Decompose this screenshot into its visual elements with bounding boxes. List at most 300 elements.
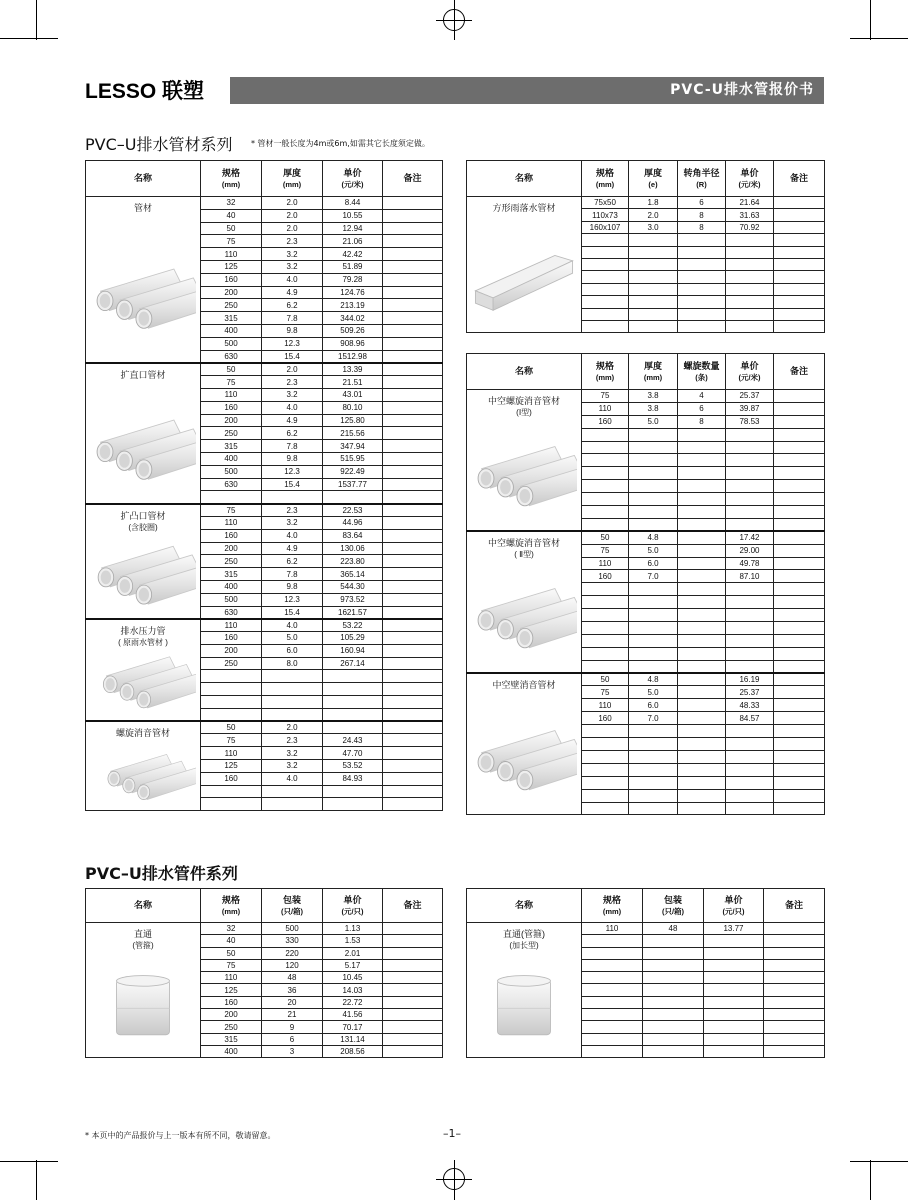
table-cell: 53.22	[323, 619, 383, 632]
table-cell: 41.56	[323, 1009, 383, 1021]
table-cell	[678, 557, 726, 570]
table-cell	[726, 583, 774, 596]
table-cell	[582, 647, 629, 660]
table-cell: 44.96	[323, 516, 383, 529]
remark-cell	[774, 686, 825, 699]
product-name: 排水压力管	[120, 625, 166, 636]
remark-cell	[383, 209, 443, 222]
remark-cell	[774, 557, 825, 570]
table-cell: 7.8	[262, 440, 323, 453]
table-cell: 9.8	[262, 580, 323, 593]
table-cell: 8.44	[323, 197, 383, 210]
table-cell: 84.57	[726, 712, 774, 725]
table-cell: 5.17	[323, 959, 383, 971]
trim-mark	[870, 1160, 871, 1200]
remark-cell	[774, 544, 825, 557]
square-pipe-price-table	[466, 160, 825, 333]
table-cell: 110	[201, 388, 262, 401]
remark-cell	[383, 670, 443, 683]
table-cell: 1.13	[323, 923, 383, 935]
table-cell: 2.0	[262, 721, 323, 734]
table-cell: 3.2	[262, 248, 323, 261]
table-cell	[726, 454, 774, 467]
table-cell: 220	[262, 947, 323, 959]
table-cell: 125.80	[323, 414, 383, 427]
table-cell: 250	[201, 427, 262, 440]
remark-cell	[383, 1009, 443, 1021]
pipe-image	[471, 577, 577, 662]
table-cell: 20	[262, 996, 323, 1008]
coupling-image	[90, 966, 196, 1047]
table-cell	[629, 776, 678, 789]
table-cell: 15.4	[262, 478, 323, 491]
table-cell: 22.72	[323, 996, 383, 1008]
product-name-cell	[86, 197, 201, 363]
table-cell	[629, 234, 678, 246]
remark-cell	[383, 760, 443, 773]
table-cell: 75	[201, 235, 262, 248]
product-name-cell	[86, 363, 201, 504]
table-cell: 9	[262, 1021, 323, 1033]
table-cell: 110x73	[582, 209, 629, 221]
table-cell: 47.70	[323, 747, 383, 760]
table-cell: 160	[582, 570, 629, 583]
table-cell	[678, 699, 726, 712]
table-cell: 6.0	[629, 699, 678, 712]
remark-cell	[383, 414, 443, 427]
table-cell: 213.19	[323, 299, 383, 312]
section-title-pipes: PVC–U排水管材系列	[85, 135, 233, 154]
table-cell: 75x50	[582, 197, 629, 209]
remark-cell	[774, 531, 825, 544]
column-header: 包装 (只/箱)	[643, 889, 704, 923]
table-cell	[678, 506, 726, 519]
table-cell	[582, 750, 629, 763]
remark-cell	[383, 235, 443, 248]
table-cell: 48	[262, 972, 323, 984]
remark-cell	[383, 632, 443, 645]
table-cell: 110	[582, 402, 629, 415]
table-cell: 50	[201, 222, 262, 235]
table-cell	[582, 959, 643, 971]
table-cell	[582, 518, 629, 531]
remark-cell	[774, 234, 825, 246]
table-cell: 315	[201, 1033, 262, 1045]
column-header: 备注	[774, 161, 825, 197]
table-cell	[678, 596, 726, 609]
table-cell: 5.0	[629, 686, 678, 699]
remark-cell	[383, 478, 443, 491]
remark-cell	[383, 440, 443, 453]
page-title: PVC-U排水管报价书	[670, 82, 814, 98]
table-cell	[201, 785, 262, 798]
table-cell: 13.77	[704, 923, 764, 935]
table-cell	[678, 686, 726, 699]
table-cell	[643, 959, 704, 971]
remark-cell	[774, 596, 825, 609]
table-cell	[678, 776, 726, 789]
table-cell	[629, 454, 678, 467]
table-row	[467, 197, 825, 209]
remark-cell	[774, 454, 825, 467]
table-cell: 3.2	[262, 747, 323, 760]
column-header: 单价 (元/只)	[704, 889, 764, 923]
remark-cell	[774, 320, 825, 332]
table-cell: 4.0	[262, 401, 323, 414]
product-name: 直通	[133, 929, 152, 939]
column-header: 单价 (元/米)	[726, 354, 774, 390]
table-cell: 223.80	[323, 555, 383, 568]
product-name: 方形雨落水管材	[492, 203, 556, 213]
table-cell: 8	[678, 415, 726, 428]
table-cell	[726, 467, 774, 480]
table-cell: 208.56	[323, 1045, 383, 1057]
pipe-image	[90, 653, 196, 714]
table-cell	[582, 634, 629, 647]
table-cell	[582, 246, 629, 258]
table-cell	[678, 634, 726, 647]
table-cell	[643, 1033, 704, 1045]
table-cell	[726, 789, 774, 802]
table-cell: 120	[262, 959, 323, 971]
table-cell	[582, 763, 629, 776]
table-cell: 75	[201, 504, 262, 517]
table-cell: 125	[201, 260, 262, 273]
table-cell	[629, 660, 678, 673]
page-number: –1–	[443, 1127, 461, 1140]
remark-cell	[383, 542, 443, 555]
remark-cell	[774, 583, 825, 596]
table-cell: 200	[201, 1009, 262, 1021]
remark-cell	[383, 657, 443, 670]
table-cell	[323, 708, 383, 721]
table-cell: 80.10	[323, 401, 383, 414]
remark-cell	[383, 286, 443, 299]
table-cell: 200	[201, 644, 262, 657]
table-cell: 4.9	[262, 414, 323, 427]
table-cell: 110	[201, 619, 262, 632]
table-cell: 9.8	[262, 452, 323, 465]
table-cell	[323, 721, 383, 734]
table-cell	[201, 683, 262, 696]
remark-cell	[383, 555, 443, 568]
table-cell: 21	[262, 1009, 323, 1021]
remark-cell	[383, 734, 443, 747]
trim-mark	[36, 1160, 37, 1200]
table-cell	[726, 622, 774, 635]
remark-cell	[383, 401, 443, 414]
table-cell	[629, 246, 678, 258]
remark-cell	[383, 785, 443, 798]
table-cell: 4.0	[262, 273, 323, 286]
table-cell	[704, 959, 764, 971]
remark-cell	[383, 516, 443, 529]
table-cell: 29.00	[726, 544, 774, 557]
remark-cell	[383, 683, 443, 696]
table-cell: 75	[201, 734, 262, 747]
table-cell: 330	[262, 935, 323, 947]
table-cell: 22.53	[323, 504, 383, 517]
table-cell	[582, 454, 629, 467]
table-cell: 515.95	[323, 452, 383, 465]
table-cell	[678, 647, 726, 660]
remark-cell	[383, 593, 443, 606]
product-subname: ( Ⅱ型)	[514, 550, 534, 560]
table-cell	[726, 493, 774, 506]
remark-cell	[774, 283, 825, 295]
remark-cell	[383, 947, 443, 959]
trim-mark	[0, 1161, 58, 1162]
table-cell: 3	[262, 1045, 323, 1057]
table-cell: 110	[201, 747, 262, 760]
table-cell	[582, 935, 643, 947]
table-cell	[678, 660, 726, 673]
table-cell	[726, 480, 774, 493]
table-cell	[726, 596, 774, 609]
table-cell	[726, 428, 774, 441]
remark-cell	[383, 465, 443, 478]
remark-cell	[383, 606, 443, 619]
table-cell	[629, 609, 678, 622]
remark-cell	[774, 712, 825, 725]
table-cell: 4.9	[262, 542, 323, 555]
table-cell: 110	[201, 248, 262, 261]
table-cell	[582, 441, 629, 454]
table-cell: 6.2	[262, 427, 323, 440]
table-cell: 160	[582, 712, 629, 725]
table-cell: 1621.57	[323, 606, 383, 619]
table-cell	[323, 785, 383, 798]
table-cell	[704, 972, 764, 984]
remark-cell	[383, 580, 443, 593]
remark-cell	[383, 491, 443, 504]
product-name: 管材	[133, 203, 152, 213]
table-cell	[582, 296, 629, 308]
table-cell: 160	[201, 273, 262, 286]
column-header: 包装 (只/箱)	[262, 889, 323, 923]
remark-cell	[383, 721, 443, 734]
table-cell	[629, 441, 678, 454]
table-cell: 21.06	[323, 235, 383, 248]
table-cell: 630	[201, 350, 262, 363]
table-cell	[262, 696, 323, 709]
table-cell	[726, 609, 774, 622]
remark-cell	[774, 441, 825, 454]
remark-cell	[764, 972, 825, 984]
table-cell	[629, 634, 678, 647]
table-cell: 75	[201, 959, 262, 971]
table-cell: 8.0	[262, 657, 323, 670]
table-cell	[643, 984, 704, 996]
table-cell	[582, 493, 629, 506]
remark-cell	[774, 750, 825, 763]
table-cell	[262, 785, 323, 798]
column-header: 名称	[467, 161, 582, 197]
remark-cell	[383, 747, 443, 760]
table-cell	[704, 1009, 764, 1021]
remark-cell	[774, 609, 825, 622]
table-cell	[629, 308, 678, 320]
table-cell: 908.96	[323, 337, 383, 350]
table-cell	[726, 283, 774, 295]
remark-cell	[383, 935, 443, 947]
table-cell: 250	[201, 555, 262, 568]
table-cell: 2.3	[262, 504, 323, 517]
table-cell: 24.43	[323, 734, 383, 747]
pipe-image	[90, 250, 196, 350]
table-cell	[582, 506, 629, 519]
table-cell: 344.02	[323, 312, 383, 325]
remark-cell	[774, 467, 825, 480]
remark-cell	[383, 427, 443, 440]
remark-cell	[383, 708, 443, 721]
table-cell: 3.2	[262, 388, 323, 401]
remark-cell	[774, 776, 825, 789]
table-cell	[678, 712, 726, 725]
product-name-cell	[86, 923, 201, 1058]
column-header: 名称	[467, 354, 582, 390]
table-cell	[629, 647, 678, 660]
remark-cell	[774, 673, 825, 686]
column-header: 单价 (元/米)	[726, 161, 774, 197]
table-cell	[726, 296, 774, 308]
table-cell	[201, 798, 262, 811]
table-cell	[582, 802, 629, 815]
table-cell: 160x107	[582, 221, 629, 233]
remark-cell	[774, 647, 825, 660]
table-cell	[726, 441, 774, 454]
table-cell	[678, 738, 726, 751]
remark-cell	[383, 222, 443, 235]
table-cell: 2.3	[262, 734, 323, 747]
table-cell: 6.2	[262, 555, 323, 568]
table-cell: 25.37	[726, 686, 774, 699]
table-cell: 160	[201, 772, 262, 785]
remark-cell	[764, 1021, 825, 1033]
remark-cell	[383, 452, 443, 465]
product-name: 扩直口管材	[120, 369, 166, 380]
brand-logo: LESSO 联塑	[85, 80, 205, 103]
table-cell	[323, 696, 383, 709]
remark-cell	[774, 480, 825, 493]
product-name: 中空螺旋消音管材	[487, 396, 560, 406]
remark-cell	[774, 634, 825, 647]
table-cell: 12.3	[262, 593, 323, 606]
remark-cell	[774, 506, 825, 519]
table-cell	[678, 609, 726, 622]
table-cell	[629, 622, 678, 635]
remark-cell	[383, 1033, 443, 1045]
table-cell: 5.0	[629, 544, 678, 557]
remark-cell	[774, 802, 825, 815]
table-cell	[629, 763, 678, 776]
table-cell	[582, 596, 629, 609]
trim-mark	[0, 38, 58, 39]
table-cell: 160.94	[323, 644, 383, 657]
table-cell	[582, 972, 643, 984]
table-cell: 9.8	[262, 324, 323, 337]
column-header: 备注	[383, 889, 443, 923]
table-cell: 2.0	[262, 222, 323, 235]
table-cell: 43.01	[323, 388, 383, 401]
product-name-cell	[86, 619, 201, 721]
column-header: 备注	[383, 161, 443, 197]
table-cell	[262, 708, 323, 721]
table-cell: 125	[201, 760, 262, 773]
trim-mark	[454, 1160, 455, 1200]
remark-cell	[383, 350, 443, 363]
remark-cell	[774, 390, 825, 403]
remark-cell	[774, 699, 825, 712]
remark-cell	[383, 1021, 443, 1033]
table-cell	[678, 544, 726, 557]
table-cell: 131.14	[323, 1033, 383, 1045]
remark-cell	[774, 258, 825, 270]
long-fitting-price-table	[466, 888, 825, 1058]
table-cell: 160	[201, 529, 262, 542]
remark-cell	[383, 996, 443, 1008]
pipe-image	[90, 409, 196, 493]
table-cell: 2.0	[262, 197, 323, 210]
table-cell	[582, 725, 629, 738]
table-cell: 2.0	[262, 209, 323, 222]
table-cell	[678, 622, 726, 635]
column-header: 备注	[764, 889, 825, 923]
table-row	[86, 923, 443, 935]
table-cell	[678, 725, 726, 738]
column-header: 规格 (mm)	[582, 889, 643, 923]
table-cell: 110	[582, 557, 629, 570]
table-cell: 42.42	[323, 248, 383, 261]
table-cell: 1.8	[629, 197, 678, 209]
remark-cell	[383, 959, 443, 971]
remark-cell	[774, 570, 825, 583]
table-cell	[678, 467, 726, 480]
table-cell: 1537.77	[323, 478, 383, 491]
table-cell: 6.0	[262, 644, 323, 657]
table-cell: 630	[201, 478, 262, 491]
table-cell: 7.8	[262, 312, 323, 325]
table-cell	[582, 271, 629, 283]
remark-cell	[764, 1009, 825, 1021]
remark-cell	[764, 1033, 825, 1045]
table-cell	[678, 531, 726, 544]
table-cell: 110	[201, 972, 262, 984]
table-cell: 3.8	[629, 402, 678, 415]
table-cell: 200	[201, 414, 262, 427]
table-cell: 50	[582, 673, 629, 686]
table-cell	[678, 454, 726, 467]
table-cell: 4.9	[262, 286, 323, 299]
table-cell	[629, 480, 678, 493]
table-cell	[582, 428, 629, 441]
product-name-cell	[467, 673, 582, 815]
table-cell	[262, 798, 323, 811]
table-cell: 75	[201, 376, 262, 389]
table-cell: 31.63	[726, 209, 774, 221]
table-cell: 922.49	[323, 465, 383, 478]
table-cell: 12.3	[262, 465, 323, 478]
table-cell	[262, 670, 323, 683]
remark-cell	[774, 296, 825, 308]
table-cell	[678, 296, 726, 308]
remark-cell	[764, 923, 825, 935]
column-header: 厚度 (mm)	[262, 161, 323, 197]
table-row	[86, 721, 443, 734]
table-cell: 973.52	[323, 593, 383, 606]
table-cell	[678, 673, 726, 686]
table-cell	[643, 935, 704, 947]
